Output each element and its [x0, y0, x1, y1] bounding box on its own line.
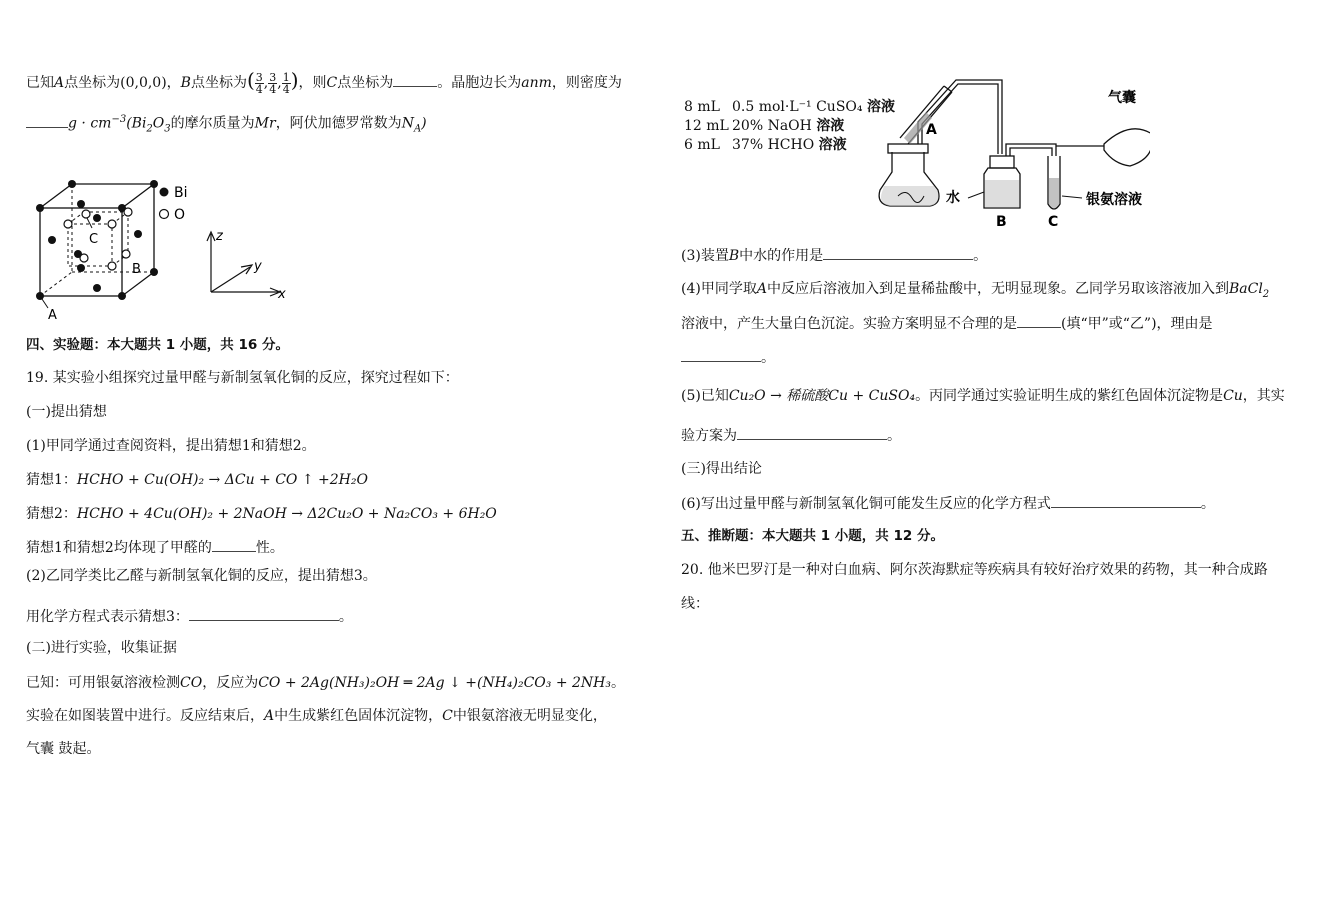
text: )	[421, 115, 427, 132]
q6-line: (6)写出过量甲醛与新制氢氧化铜可能发生反应的化学方程式 。	[681, 493, 1215, 514]
answer-blank[interactable]	[681, 347, 761, 362]
var-anm: anm	[521, 75, 552, 91]
var-mr: Mr	[254, 115, 276, 132]
axis-y-label: y	[254, 259, 262, 274]
legend-o-label: O	[174, 207, 186, 223]
answer-blank[interactable]	[212, 537, 256, 552]
part2-heading: (二)进行实验，收集证据	[26, 640, 177, 656]
guess1-label: 猜想1：	[26, 472, 77, 488]
known-line: 已知：可用银氨溶液检测CO，反应为CO + 2Ag(NH₃)₂OH ═ 2Ag ↓ +(NH₄)₂CO₃ + 2NH₃。	[26, 675, 625, 691]
q4-line2: 溶液中，产生大量白色沉淀。实验方案明显不合理的是 (填“甲”或“乙”)，理由是	[681, 313, 1213, 334]
reagent-3: 6 mL 37% HCHO 溶液	[684, 137, 847, 153]
cu2o-equation: Cu₂O → 稀硫酸Cu + CuSO₄	[728, 388, 916, 404]
q19-2: (2)乙同学类比乙醛与新制氢氧化铜的反应，提出猜想3。	[26, 568, 377, 584]
text: 点坐标为	[337, 75, 394, 91]
axis-x-label: x	[278, 287, 286, 302]
q19-stem: 19. 某实验小组探究过量甲醛与新制氢氧化铜的反应，探究过程如下：	[26, 370, 459, 386]
q19-1: (1)甲同学通过查阅资料，提出猜想1和猜想2。	[26, 438, 316, 454]
q20-line: 20. 他米巴罗汀是一种对白血病、阿尔茨海默症等疾病具有较好治疗效果的药物，其一种合成路	[681, 562, 1268, 578]
guess2-line	[26, 504, 497, 524]
label-c: C	[1048, 214, 1059, 230]
q5-line: (5)已知Cu₂O → 稀硫酸Cu + CuSO₄。丙同学通过实验证明生成的紫红色固体沉淀物是Cu，其实	[681, 388, 1285, 404]
balloon	[1104, 129, 1150, 166]
guess2-label: 猜想2：	[26, 506, 77, 522]
section5-title: 五、推断题：本大题共 1 小题，共 12 分。	[681, 528, 944, 544]
legend-bi-label: Bi	[174, 185, 188, 201]
text: 点坐标为	[190, 75, 247, 91]
label-balloon: 气囊	[1108, 90, 1136, 106]
q4-line: (4)甲同学取A中反应后溶液加入到足量稀盐酸中，无明显现象。乙同学另取该溶液加入到BaCl$_2$	[681, 281, 1270, 300]
text: ，则密度为	[551, 75, 622, 91]
point-b-label: B	[132, 262, 141, 277]
section4-title: 四、实验题：本大题共 1 小题，共 16 分。	[26, 337, 289, 353]
answer-blank[interactable]	[1051, 493, 1201, 508]
q5-line2: 验方案为 。	[681, 425, 901, 446]
reagent-2: 12 mL 20% NaOH 溶液	[684, 118, 845, 134]
q4-line3: 。	[681, 347, 775, 368]
guess1-equation: HCHO + Cu(OH)₂ → ΔCu + CO ↑ +2H₂O	[76, 472, 368, 488]
label-b: B	[996, 214, 1007, 230]
text: 已知	[26, 75, 54, 91]
guess-summary: 猜想1和猜想2均体现了甲醛的 性。	[26, 537, 284, 558]
point-a-label: A	[48, 308, 57, 323]
legend-bi-dot	[160, 188, 169, 197]
label-a: A	[926, 122, 937, 138]
axis-z-label: z	[216, 229, 223, 244]
guess1-line	[26, 470, 368, 490]
var-na: N	[401, 115, 414, 132]
text: 的摩尔质量为	[170, 115, 255, 132]
unit: g · cm	[68, 115, 112, 132]
var-c: C	[326, 75, 338, 91]
answer-blank[interactable]	[823, 245, 973, 260]
answer-blank[interactable]	[1017, 313, 1061, 328]
answer-blank[interactable]	[737, 425, 887, 440]
experiment-line: 实验在如图装置中进行。反应结束后，A中生成紫红色固体沉淀物，C中银氨溶液无明显变化，	[26, 708, 607, 724]
text: 点坐标为(0,0,0)，	[64, 75, 181, 91]
label-silver-ammonia: 银氨溶液	[1086, 192, 1142, 208]
formula: O	[152, 115, 165, 132]
fraction: $\frac{3}{4}$	[255, 70, 263, 96]
q18-density-line: $g \cdot cm^{-3}(Bi_2O_3$的摩尔质量为Mr，阿伏加德罗常数为$N_A$)	[26, 110, 427, 139]
text: ，阿伏加德罗常数为	[275, 115, 402, 132]
q3-line: (3)装置B中水的作用是 。	[681, 245, 987, 266]
fraction: $\frac{1}{4}$	[282, 70, 290, 96]
text: 。晶胞边长为	[437, 75, 522, 91]
q20-line2: 线：	[681, 596, 709, 612]
silver-ammonia-equation: CO + 2Ag(NH₃)₂OH ═ 2Ag ↓ +(NH₄)₂CO₃ + 2NH₃	[258, 675, 611, 691]
legend-o-dot	[160, 210, 169, 219]
part1-heading: (一)提出猜想	[26, 404, 107, 420]
text: ，则	[298, 75, 327, 91]
unit-exp: −3	[111, 114, 127, 125]
reagent-1: 8 mL 0.5 mol·L⁻¹ CuSO₄ 溶液	[684, 99, 895, 115]
label-water: 水	[946, 190, 960, 206]
point-c-label: C	[89, 232, 99, 247]
fraction: $\frac{3}{4}$	[269, 70, 277, 96]
crystal-cell-figure	[26, 172, 296, 324]
q18-intro-line: 已知A点坐标为(0,0,0)，B点坐标为( $\frac{3}{4}$ , $\frac{3}{4}$ , $\frac{1}{4}$ )，则C点坐标为 。晶胞边长为anm，则密度为	[26, 68, 622, 96]
var-a: A	[54, 75, 65, 91]
answer-blank[interactable]	[189, 606, 339, 621]
apparatus-figure	[860, 68, 1150, 230]
experiment-line2: 气囊 鼓起。	[26, 741, 101, 757]
part3-heading: (三)得出结论	[681, 461, 762, 477]
answer-blank[interactable]	[26, 113, 68, 128]
var-b: B	[180, 75, 191, 91]
guess3-line: 用化学方程式表示猜想3： 。	[26, 606, 353, 627]
guess2-equation: HCHO + 4Cu(OH)₂ + 2NaOH → Δ2Cu₂O + Na₂CO₃ + 6H₂O	[76, 506, 497, 522]
formula: (Bi	[126, 115, 147, 132]
answer-blank[interactable]	[393, 72, 437, 87]
